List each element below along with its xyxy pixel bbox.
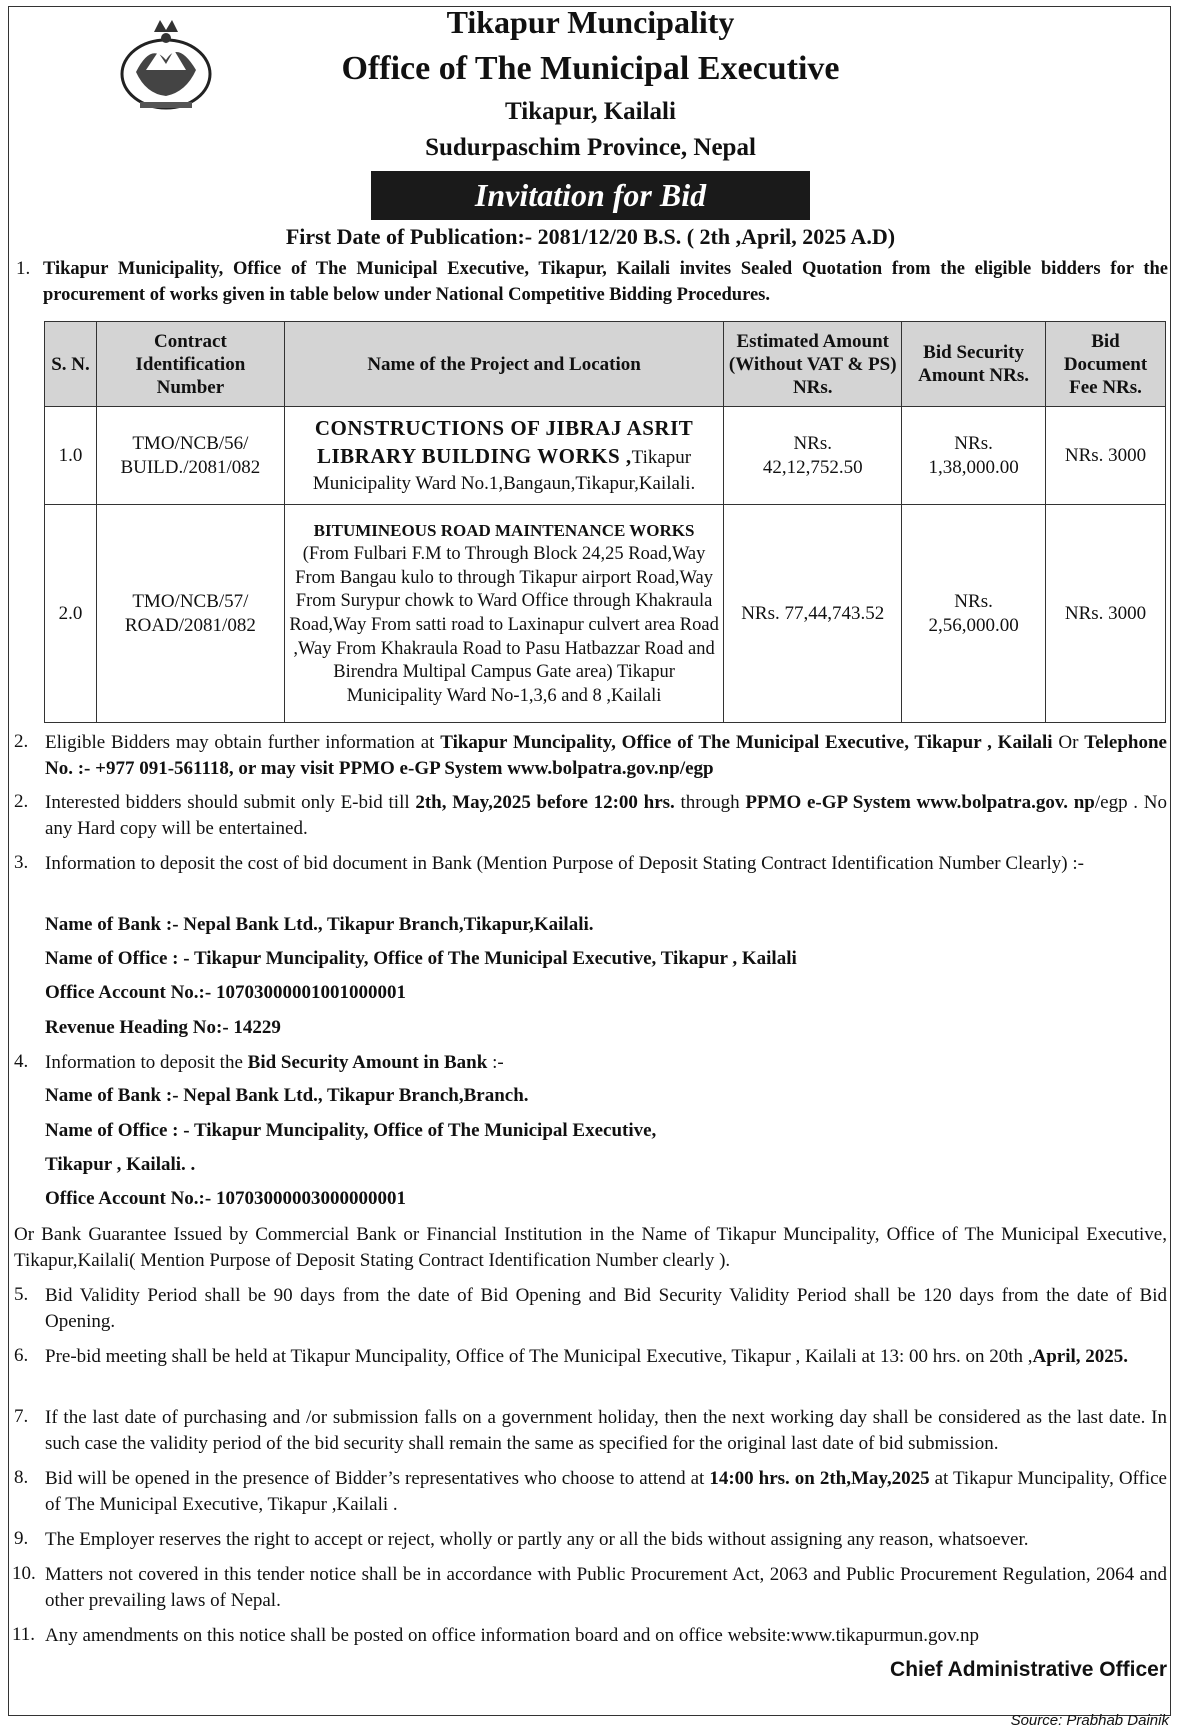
cell-estimated-amount: NRs. 42,12,752.50 (724, 407, 902, 505)
location-line: Tikapur, Kailali (505, 98, 676, 125)
item-10-text: Matters not covered in this tender notice shall be in accordance with Public Procurement Act, 2063 and Public Procurement Regulation, 2064 and other prevailing laws of Nepal. (45, 1564, 1167, 1611)
bank-guarantee-text: Or Bank Guarantee Issued by Commercial Bank or Financial Institution in the Name of Tikapur Muncipality, Office of The Municipal Executive, Tikapur,Kailali( Mention Purpose of Deposit Stating Contract Identification Number clearly ). (14, 1224, 1167, 1271)
cell-document-fee: NRs. 3000 (1046, 505, 1166, 723)
cell-contract-id: TMO/NCB/57/ ROAD/2081/082 (96, 505, 284, 723)
item-1-text: Tikapur Municipality, Office of The Municipal Executive, Tikapur, Kailali invites Sealed Quotation from the eligible bidders for the procurement of works given in table below under National Competitive Bidding Procedures. (43, 259, 1168, 305)
item-number: 11. (12, 1624, 36, 1645)
header-document-fee: Bid Document Fee NRs. (1046, 322, 1166, 407)
item-4-text: Information to deposit the Bid Security Amount in Bank :- (45, 1052, 504, 1073)
cell-bid-security: NRs. 2,56,000.00 (902, 505, 1046, 723)
security-office-account: Office Account No.:- 10703000003000000001 (45, 1188, 406, 1209)
cell-document-fee: NRs. 3000 (1046, 407, 1166, 505)
header-bid-security: Bid Security Amount NRs. (902, 322, 1046, 407)
office-account: Office Account No.:- 10703000001001000001 (45, 982, 406, 1003)
table-header-row (45, 322, 1166, 407)
cell-estimated-amount: NRs. 77,44,743.52 (724, 505, 902, 723)
office-name: Name of Office : - Tikapur Muncipality, Office of The Municipal Executive, Tikapur , Kailali (45, 948, 797, 969)
table-row (45, 505, 1166, 723)
cell-sn: 1.0 (45, 407, 97, 505)
signature-title: Chief Administrative Officer (890, 1658, 1167, 1681)
security-office-name: Name of Office : - Tikapur Muncipality, Office of The Municipal Executive, (45, 1120, 657, 1141)
item-number: 8. (14, 1467, 29, 1488)
item-number: 3. (14, 852, 29, 873)
item-number: 2. (14, 731, 29, 752)
item-11-text: Any amendments on this notice shall be posted on office information board and on office website:www.tikapurmun.gov.np (45, 1625, 979, 1646)
item-number: 5. (14, 1284, 29, 1305)
item-number: 9. (14, 1528, 29, 1549)
item-3-text: Information to deposit the cost of bid document in Bank (Mention Purpose of Deposit Stating Contract Identification Number Clearly) :- (45, 853, 1084, 874)
publication-date: First Date of Publication:- 2081/12/20 B.S. ( 2th ,April, 2025 A.D) (285, 224, 896, 249)
province-line: Sudurpaschim Province, Nepal (425, 134, 756, 161)
item-number: 7. (14, 1406, 29, 1427)
cell-sn: 2.0 (45, 505, 97, 723)
item-8-text: Bid will be opened in the presence of Bidder’s representatives who choose to attend at 14:00 hrs. on 2th,May,2025 at Tikapur Muncipality, Office of The Municipal Executive, Tikapur ,Kailali . (45, 1468, 1167, 1515)
source-credit: Source: Prabhab Dainik (1010, 1712, 1169, 1729)
item-number: 10. (12, 1563, 36, 1584)
header-project-name: Name of the Project and Location (284, 322, 724, 407)
revenue-heading: Revenue Heading No:- 14229 (45, 1017, 281, 1038)
item-5-text: Bid Validity Period shall be 90 days from the date of Bid Opening and Bid Security Validity Period shall be 120 days from the date of Bid Opening. (45, 1285, 1167, 1332)
bid-table (44, 321, 1166, 723)
item-2b-text: Interested bidders should submit only E-bid till 2th, May,2025 before 12:00 hrs. through PPMO e-GP System www.bolpatra.gov. np/egp . No any Hard copy will be entertained. (45, 792, 1167, 839)
item-9-text: The Employer reserves the right to accept or reject, wholly or partly any or all the bids without assigning any reason, whatsoever. (45, 1529, 1029, 1550)
security-office-location: Tikapur , Kailali. . (45, 1154, 196, 1175)
header-estimated-amount: Estimated Amount (Without VAT & PS) NRs. (724, 322, 902, 407)
security-bank-name: Name of Bank :- Nepal Bank Ltd., Tikapur Branch,Branch. (45, 1085, 529, 1106)
item-number: 6. (14, 1345, 29, 1366)
item-number: 4. (14, 1051, 29, 1072)
table-row (45, 407, 1166, 505)
header-sn: S. N. (45, 322, 97, 407)
item-2a-text: Eligible Bidders may obtain further information at Tikapur Muncipality, Office of The Municipal Executive, Tikapur , Kailali Or Telephone No. :- +977 091-561118, or may visit PPMO e-GP System www.bolpatra.gov.np/egp (45, 732, 1167, 779)
office-title: Office of The Municipal Executive (341, 50, 840, 87)
item-6-text: Pre-bid meeting shall be held at Tikapur Muncipality, Office of The Municipal Executive, Tikapur , Kailali at 13: 00 hrs. on 20th ,April, 2025. (45, 1346, 1129, 1367)
bank-name: Name of Bank :- Nepal Bank Ltd., Tikapur Branch,Tikapur,Kailali. (45, 914, 594, 935)
invitation-banner: Invitation for Bid (371, 171, 810, 220)
cell-contract-id: TMO/NCB/56/ BUILD./2081/082 (96, 407, 284, 505)
cell-project-name: BITUMINEOUS ROAD MAINTENANCE WORKS (From Fulbari F.M to Through Block 24,25 Road,Way From Bangau kulo to through Tikapur airport Road,Way From Surypur chowk to Ward Office through Khakraula Road,Way From satti road to Laxinapur culvert area Road ,Way From Khakraula Road to Pasu Hatbazzar Road and Birendra Multipal Campus Gate area) Tikapur Municipality Ward No-1,3,6 and 8 ,Kailali (284, 505, 724, 723)
item-number: 1. (16, 258, 31, 279)
cell-project-name: CONSTRUCTIONS OF JIBRAJ ASRIT LIBRARY BUILDING WORKS ,Tikapur Municipality Ward No.1,Bangaun,Tikapur,Kailali. (284, 407, 724, 505)
municipality-title: Tikapur Muncipality (446, 4, 735, 40)
item-7-text: If the last date of purchasing and /or submission falls on a government holiday, then the next working day shall be considered as the last date. In such case the validity period of the bid security shall remain the same as specified for the original last date of bid submission. (45, 1407, 1167, 1454)
header-contract-id: Contract Identification Number (96, 322, 284, 407)
item-number: 2. (14, 791, 29, 812)
cell-bid-security: NRs. 1,38,000.00 (902, 407, 1046, 505)
